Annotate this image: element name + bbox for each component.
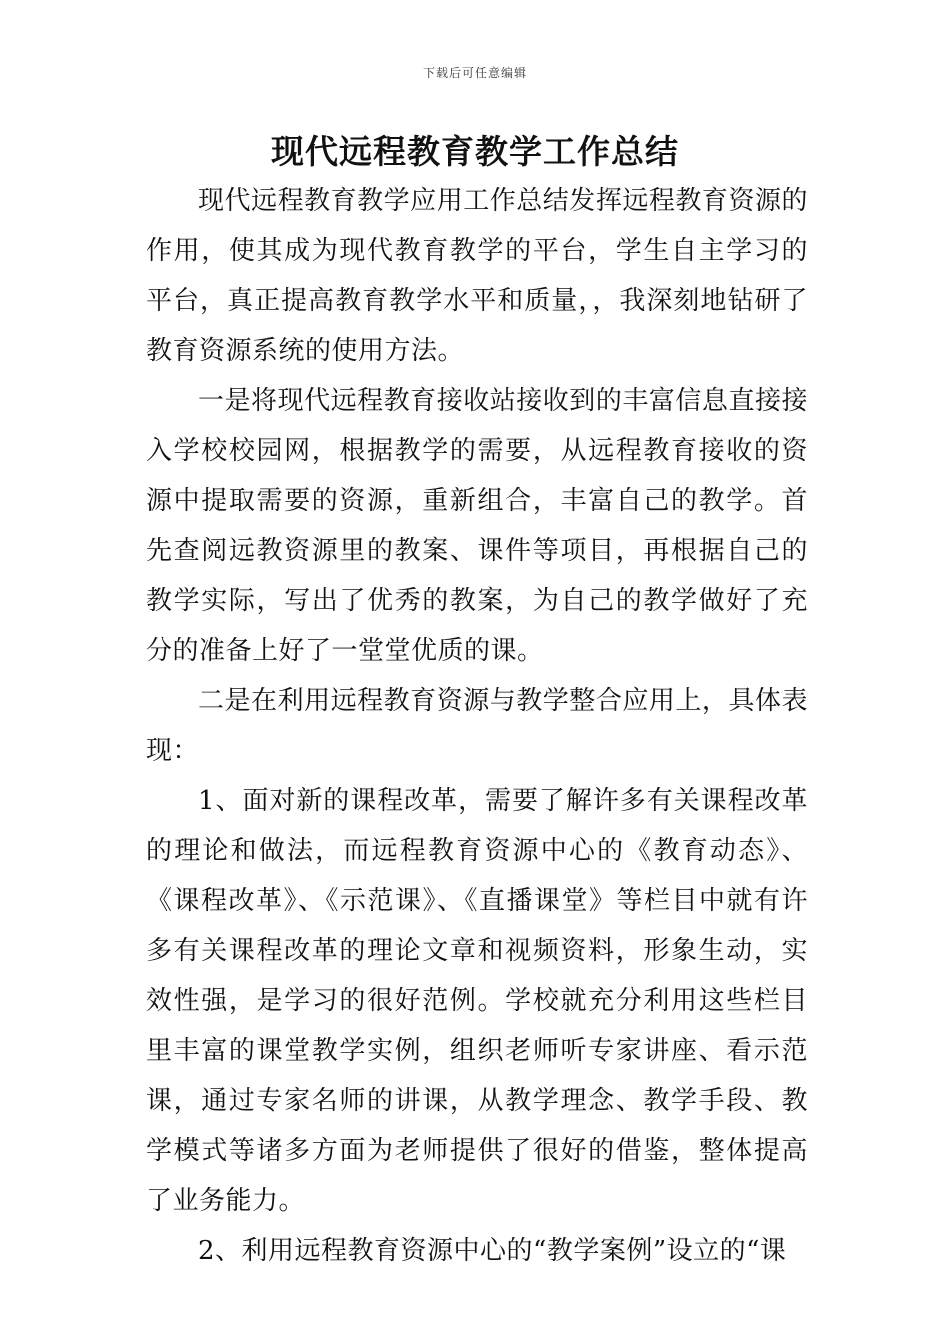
paragraph-intro: 现代远程教育教学应用工作总结发挥远程教育资源的作用，使其成为现代教育教学的平台，学生自主学习的平台，真正提高教育教学水平和质量，，我深刻地钻研了教育资源系统的使用方法。	[146, 186, 808, 366]
paragraph-item-1: 1、面对新的课程改革，需要了解许多有关课程改革的理论和做法，而远程教育资源中心的《教育动态》、《课程改革》、《示范课》、《直播课堂》等栏目中就有许多有关课程改革的理论文章和视频资料，形象生动，实效性强，是学习的很好范例。学校就充分利用这些栏目里丰富的课堂教学实例，组织老师听专家讲座、看示范课，通过专家名师的讲课，从教学理念、教学手段、教学模式等诸多方面为老师提供了很好的借鉴，整体提高了业务能力。	[146, 786, 808, 1216]
document-title: 现代远程教育教学工作总结	[271, 132, 679, 171]
paragraph-point-two: 二是在利用远程教育资源与教学整合应用上，具体表现：	[146, 686, 808, 766]
paragraph-point-one: 一是将现代远程教育接收站接收到的丰富信息直接接入学校校园网，根据教学的需要，从远程教育接收的资源中提取需要的资源，重新组合，丰富自己的教学。首先查阅远教资源里的教案、课件等项目，再根据自己的教学实际，写出了优秀的教案，为自己的教学做好了充分的准备上好了一堂堂优质的课。	[146, 386, 808, 666]
header-note: 下载后可任意编辑	[422, 66, 527, 80]
document-body	[146, 176, 808, 1276]
paragraph-item-2: 2、利用远程教育资源中心的“教学案例”设立的“课	[198, 1236, 787, 1266]
